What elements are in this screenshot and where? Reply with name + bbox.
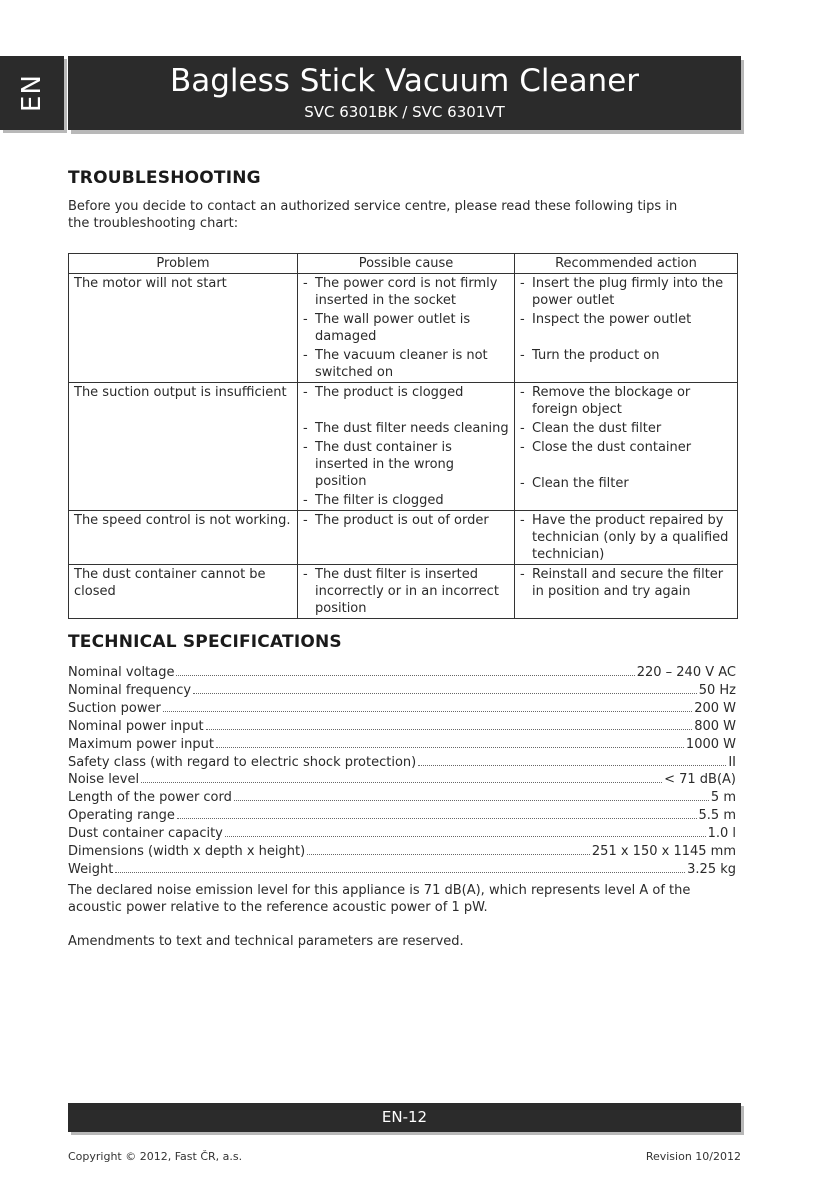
action-cell: [515, 274, 738, 383]
leader-dots: [225, 825, 706, 837]
page-number: EN-12: [381, 1108, 428, 1126]
action-item: - Insert the plug firmly into the power outlet: [520, 275, 732, 309]
spec-row: [68, 861, 736, 879]
spec-row: [68, 771, 736, 789]
leader-dots: [418, 754, 726, 766]
spec-row: [68, 736, 736, 754]
spec-value: 3.25 kg: [687, 861, 736, 877]
leader-dots: [176, 664, 634, 676]
cause-item: - The product is out of order: [303, 512, 509, 529]
action-item: - Clean the filter: [520, 475, 732, 492]
action-item: - Turn the product on: [520, 347, 732, 364]
spec-label: Weight: [68, 861, 114, 877]
spec-label: Nominal frequency: [68, 682, 192, 698]
leader-dots: [193, 682, 697, 694]
spec-label: Safety class (with regard to electric shock protection): [68, 754, 417, 770]
spec-value: 5 m: [710, 790, 736, 806]
page-number-bar: [68, 1103, 741, 1132]
spec-row: [68, 825, 736, 843]
spec-value: 800 W: [694, 718, 736, 734]
problem-cell: The suction output is insufficient: [69, 383, 298, 511]
spec-row: [68, 682, 736, 700]
cause-item: - The dust filter needs cleaning: [303, 420, 509, 437]
language-label: EN: [17, 74, 47, 112]
cause-cell: [298, 274, 515, 383]
leader-dots: [163, 700, 692, 712]
cause-item: - The dust container is inserted in the wrong position: [303, 439, 509, 490]
spec-label: Operating range: [68, 808, 175, 824]
spec-label: Nominal power input: [68, 718, 204, 734]
table-row: [69, 383, 738, 511]
spec-row: [68, 664, 736, 682]
leader-dots: [307, 843, 590, 855]
spec-label: Dimensions (width x depth x height): [68, 844, 306, 860]
troubleshooting-table: [68, 253, 738, 619]
spec-value: 251 x 150 x 1145 mm: [591, 844, 736, 860]
model-subtitle: SVC 6301BK / SVC 6301VT: [304, 103, 505, 121]
action-item: - Clean the dust filter: [520, 420, 732, 437]
action-cell: [515, 565, 738, 619]
cause-item: - The power cord is not firmly inserted in the socket: [303, 275, 509, 309]
action-item: - Close the dust container: [520, 439, 732, 456]
column-header-action: Recommended action: [515, 254, 738, 274]
spec-row: [68, 754, 736, 772]
cause-item: - The filter is clogged: [303, 492, 509, 509]
amendments-note: Amendments to text and technical parameters are reserved.: [68, 934, 464, 949]
leader-dots: [216, 736, 684, 748]
spec-value: 200 W: [694, 700, 736, 716]
spec-label: Dust container capacity: [68, 826, 223, 842]
cause-item: - The dust filter is inserted incorrectly or in an incorrect position: [303, 566, 509, 617]
action-item: - Remove the blockage or foreign object: [520, 384, 732, 418]
spec-value: < 71 dB(A): [664, 772, 736, 788]
problem-cell: The speed control is not working.: [69, 511, 298, 565]
leader-dots: [206, 718, 693, 730]
troubleshooting-intro: Before you decide to contact an authorized service centre, please read these following tips in the troubleshooting chart:: [68, 199, 678, 231]
cause-item: - The vacuum cleaner is not switched on: [303, 347, 509, 381]
spec-label: Nominal voltage: [68, 665, 175, 680]
spec-label: Length of the power cord: [68, 790, 232, 806]
revision-text: Revision 10/2012: [645, 1150, 741, 1163]
language-tab: [0, 56, 64, 130]
action-cell: [515, 383, 738, 511]
column-header-cause: Possible cause: [298, 254, 515, 274]
leader-dots: [177, 807, 697, 819]
specs-heading: TECHNICAL SPECIFICATIONS: [68, 632, 342, 652]
table-row: [69, 274, 738, 383]
table-row: [69, 565, 738, 619]
leader-dots: [115, 861, 685, 873]
cause-cell: [298, 511, 515, 565]
spec-value: 1.0 l: [707, 826, 736, 842]
spec-value: 1000 W: [685, 736, 736, 752]
troubleshooting-heading: TROUBLESHOOTING: [68, 168, 261, 188]
cause-item: - The wall power outlet is damaged: [303, 311, 509, 345]
column-header-problem: Problem: [69, 254, 298, 274]
spec-row: [68, 843, 736, 861]
action-item: - Reinstall and secure the filter in position and try again: [520, 566, 732, 600]
noise-note: The declared noise emission level for this appliance is 71 dB(A), which represents level A of the acoustic power relative to the reference acoustic power of 1 pW.: [68, 883, 691, 915]
table-header-row: [69, 254, 738, 274]
action-item: - Inspect the power outlet: [520, 311, 732, 328]
spec-label: Maximum power input: [68, 736, 214, 752]
specs-list: [68, 664, 736, 879]
cause-cell: [298, 383, 515, 511]
cause-cell: [298, 565, 515, 619]
leader-dots: [141, 771, 662, 783]
copyright-text: Copyright © 2012, Fast ČR, a.s.: [68, 1150, 243, 1163]
table-row: [69, 511, 738, 565]
spec-value: 5.5 m: [698, 808, 736, 824]
spec-value: 50 Hz: [698, 682, 736, 698]
spec-value: II: [728, 754, 736, 770]
problem-cell: The dust container cannot be closed: [69, 565, 298, 619]
spec-row: [68, 789, 736, 807]
spec-row: [68, 700, 736, 718]
spec-row: [68, 807, 736, 825]
spec-label: Suction power: [68, 700, 161, 716]
problem-cell: The motor will not start: [69, 274, 298, 383]
spec-value: 220 – 240 V AC: [636, 665, 736, 680]
action-cell: [515, 511, 738, 565]
spec-label: Noise level: [68, 772, 140, 788]
action-item: - Have the product repaired by technician (only by a qualified technician): [520, 512, 732, 563]
leader-dots: [234, 789, 709, 801]
page-title: Bagless Stick Vacuum Cleaner: [169, 63, 640, 99]
spec-row: [68, 718, 736, 736]
title-banner: [68, 56, 741, 130]
cause-item: - The product is clogged: [303, 384, 509, 401]
